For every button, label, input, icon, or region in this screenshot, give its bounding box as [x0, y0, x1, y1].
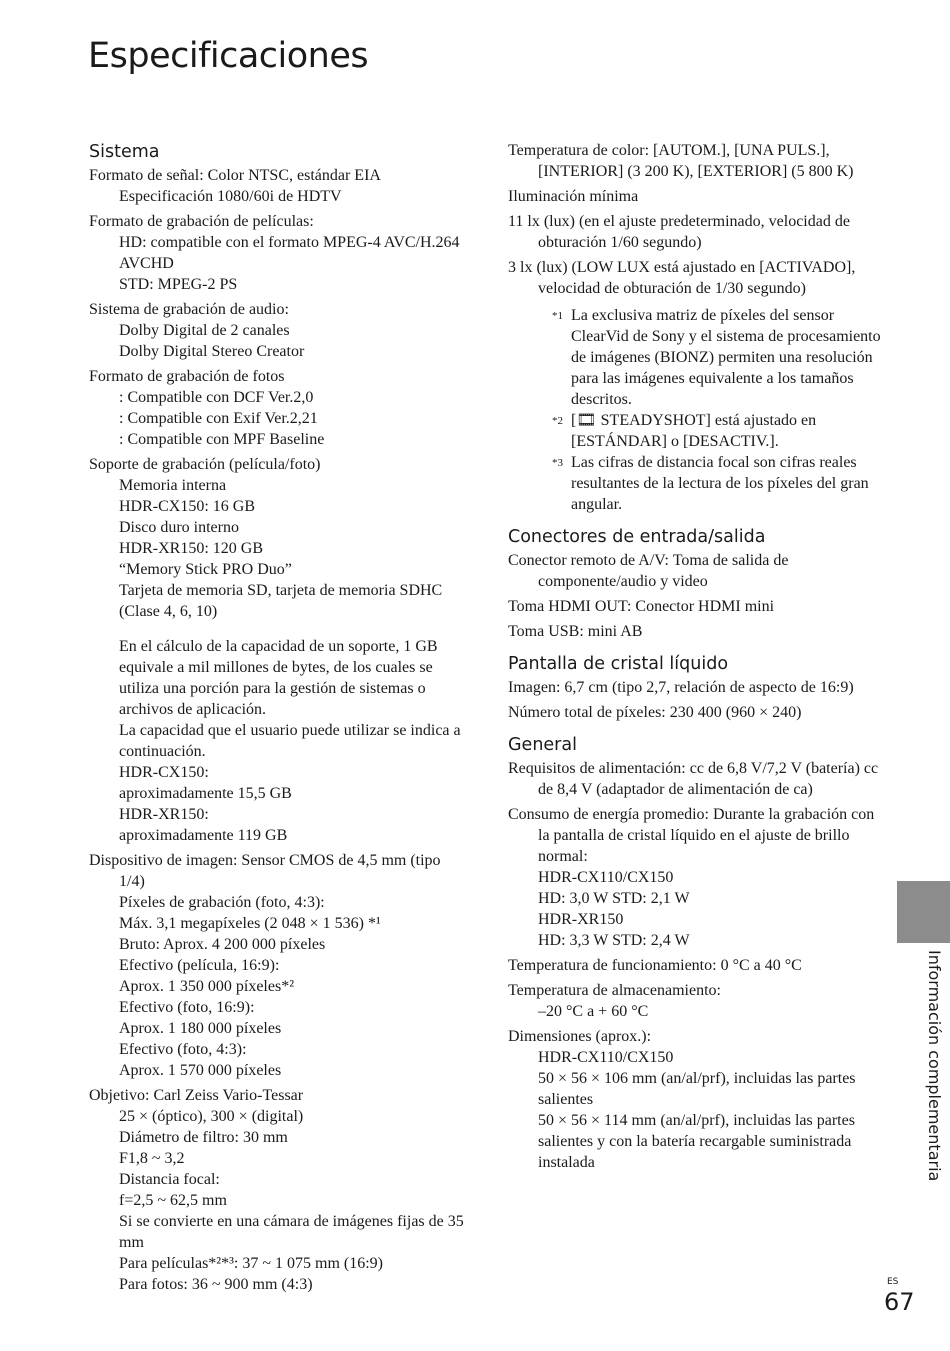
spec-item: Objetivo: Carl Zeiss Vario-Tessar 25 × (óptico), 300 × (digital) Diámetro de filtro: 30 mm F1,8 ~ 3,2 Distancia focal: f=2,5 ~ 62,5 mm Si se convierte en una cámara de imágenes fijas de 35 mm Para películas*²*³: 37 ~ 1 075 mm (16:9) Para fotos: 36 ~ 900 mm (4:3)	[89, 1087, 464, 1293]
capacity-note: En el cálculo de la capacidad de un soporte, 1 GB equivale a mil millones de bytes, de los cuales se utiliza una porción para la gestión de sistemas o archivos de aplicación.	[119, 638, 438, 718]
section-title-conectores: Conectores de entrada/salida	[508, 527, 766, 547]
page-title: Especificaciones	[88, 36, 369, 76]
section-title-pantalla: Pantalla de cristal líquido	[508, 654, 729, 674]
spec-item: Toma HDMI OUT: Conector HDMI mini	[508, 598, 775, 615]
spec-item: Número total de píxeles: 230 400 (960 × 240)	[508, 704, 802, 721]
side-section-label: Información complementaria	[925, 950, 944, 1182]
spec-item: Iluminación mínima	[508, 188, 639, 205]
spec-item: Conector remoto de A/V: Toma de salida de componente/audio y video	[508, 552, 789, 590]
spec-item: Toma USB: mini AB	[508, 623, 643, 640]
footnote: *3 Las cifras de distancia focal son cifras reales resultantes de la lectura de los píxeles del gran angular.	[552, 454, 869, 513]
spec-item: Soporte de grabación (película/foto) Memoria interna HDR-CX150: 16 GB Disco duro interno HDR-XR150: 120 GB “Memory Stick PRO Duo” Tarjeta de memoria SD, tarjeta de memoria SDHC (Clase 4, 6, 10) En el cálculo de la capacidad de un soporte, 1 GB equivale a mil millones de bytes, de los cuales se utiliza una porción para la gestión de sistemas o archivos de aplicación. La capacidad que el usuario puede utilizar se indica a continuación. HDR-CX150: aproximadamente 15,5 GB HDR-XR150: aproximadamente 119 GB	[89, 454, 464, 846]
spec-item: Consumo de energía promedio: Durante la grabación con la pantalla de cristal líquido en el ajuste de brillo normal: HDR-CX110/CX150 HD: 3,0 W STD: 2,1 W HDR-XR150 HD: 3,3 W STD: 2,4 W	[508, 806, 875, 949]
section-title-general: General	[508, 735, 577, 755]
footnote: *2 [🎞 STEADYSHOT] está ajustado en [ESTÁNDAR] o [DESACTIV.].	[552, 412, 817, 450]
spec-item: Sistema de grabación de audio: Dolby Digital de 2 canales Dolby Digital Stereo Creator	[89, 301, 305, 360]
section-title-sistema: Sistema	[89, 142, 160, 162]
page-number: 67	[884, 1288, 915, 1316]
spec-item: Dispositivo de imagen: Sensor CMOS de 4,5 mm (tipo 1/4) Píxeles de grabación (foto, 4:3): Máx. 3,1 megapíxeles (2 048 × 1 536) *¹ Bruto: Aprox. 4 200 000 píxeles Efectivo (película, 16:9): Aprox. 1 350 000 píxeles*² Efectivo (foto, 16:9): Aprox. 1 180 000 píxeles Efectivo (foto, 4:3): Aprox. 1 570 000 píxeles	[89, 852, 441, 1079]
spec-item: Imagen: 6,7 cm (tipo 2,7, relación de aspecto de 16:9)	[508, 679, 854, 696]
language-code: ES	[887, 1277, 899, 1287]
spec-item: Dimensiones (aprox.): HDR-CX110/CX150 50 × 56 × 106 mm (an/al/prf), incluidas las partes salientes 50 × 56 × 114 mm (an/al/prf), incluidas las partes salientes y con la batería recargable suministrada instalada	[508, 1028, 856, 1171]
spec-item: Requisitos de alimentación: cc de 6,8 V/7,2 V (batería) cc de 8,4 V (adaptador de alimentación de ca)	[508, 760, 879, 798]
spec-item: Formato de grabación de películas: HD: compatible con el formato MPEG-4 AVC/H.264 AVCHD STD: MPEG-2 PS	[89, 213, 460, 293]
spec-item: Temperatura de almacenamiento: –20 °C a + 60 °C	[508, 982, 721, 1020]
section-tab-marker	[897, 881, 950, 943]
spec-item: Temperatura de funcionamiento: 0 °C a 40 °C	[508, 957, 802, 974]
left-column	[89, 140, 464, 1299]
spec-item: Formato de grabación de fotos : Compatible con DCF Ver.2,0 : Compatible con Exif Ver.2,21 : Compatible con MPF Baseline	[89, 368, 325, 448]
footnotes	[508, 305, 883, 515]
footnote: *1 La exclusiva matriz de píxeles del sensor ClearVid de Sony y el sistema de procesamiento de imágenes (BIONZ) permiten una resolución para las imágenes equivalente a los tamaños descritos.	[552, 307, 881, 408]
spec-item: 11 lx (lux) (en el ajuste predeterminado, velocidad de obturación 1/60 segundo)	[508, 213, 850, 251]
spec-item: Formato de señal: Color NTSC, estándar EIA Especificación 1080/60i de HDTV	[89, 167, 381, 205]
spec-item: 3 lx (lux) (LOW LUX está ajustado en [ACTIVADO], velocidad de obturación de 1/30 segundo)	[508, 259, 856, 297]
right-column	[508, 140, 883, 1177]
spec-item: Temperatura de color: [AUTOM.], [UNA PULS.], [INTERIOR] (3 200 K), [EXTERIOR] (5 800 K)	[508, 142, 854, 180]
